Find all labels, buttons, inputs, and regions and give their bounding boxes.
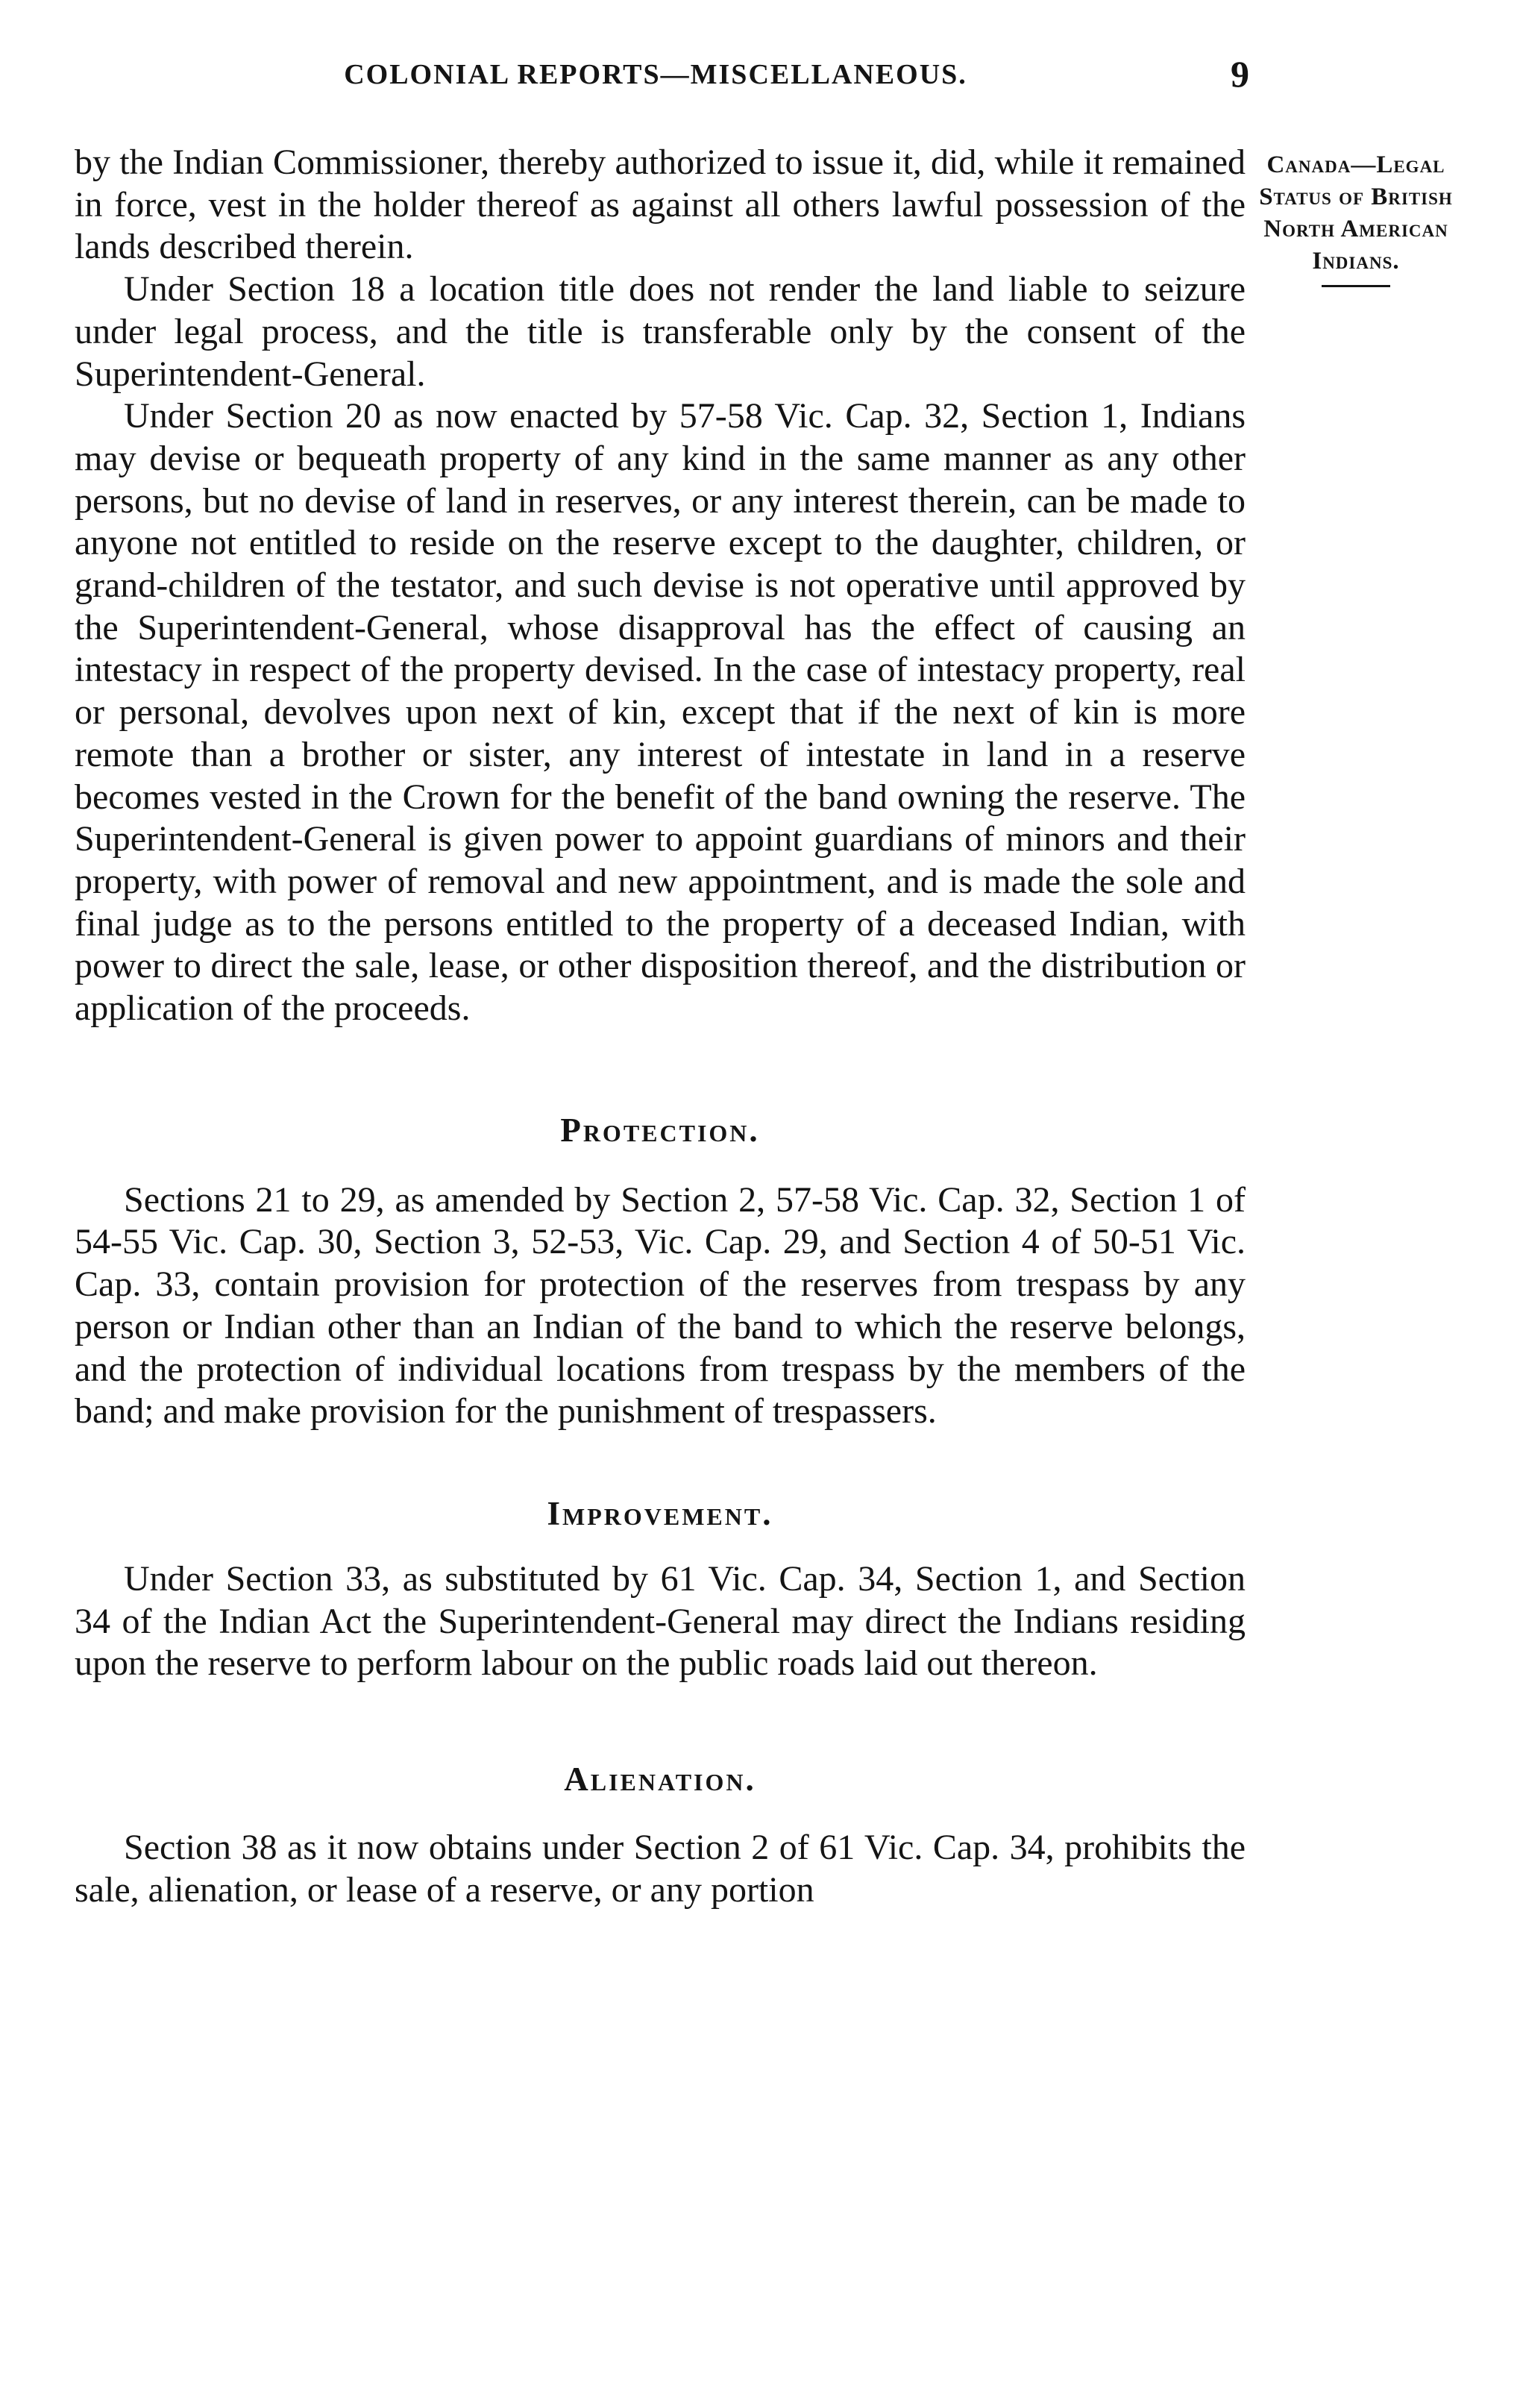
paragraph: Section 38 as it now obtains under Section 2 of 61 Vic. Cap. 34, prohibits the sale, alienation, or lease of a reserve, or any portion xyxy=(75,1828,1246,1910)
paragraph: Sections 21 to 29, as amended by Section 2, 57-58 Vic. Cap. 32, Section 1 of 54-55 Vic. Cap. 30, Section 3, 52-53, Vic. Cap. 29, and Section 4 of 50-51 Vic. Cap. 33, contain provision for protection of the reserves from trespass by any person or Indian other than an Indian of the band to which the reserve belongs, and the protection of individual locations from trespass by the members of the band; and make provision for the punishment of trespassers. xyxy=(75,1179,1246,1432)
section-heading-alienation: Alienation. xyxy=(564,1760,756,1799)
page-number: 9 xyxy=(1231,53,1249,95)
running-title: COLONIAL REPORTS—MISCELLANEOUS. xyxy=(344,59,967,90)
margin-note-rule xyxy=(1322,285,1390,287)
paragraph: Under Section 20 as now enacted by 57-58 Vic. Cap. 32, Section 1, Indians may devise or bequeath property of any kind in the same manner as any other persons, but no devise of land in reserves, or any interest therein, can be made to anyone not entitled to reside on the reserve except to the daughter, children, or grand-children of the testator, and such devise is not operative until approved by the Superintendent-General, whose disapproval has the effect of causing an intestacy in respect of the property devised. In the case of intestacy property, real or personal, devolves upon next of kin, except that if the next of kin is more remote than a brother or sister, any interest of intestate in land in a reserve becomes vested in the Crown for the benefit of the band owning the reserve. The Superintendent-General is given power to appoint guardians of minors and their property, with power of removal and new appointment, and is made the sole and final judge as to the persons entitled to the property of a deceased Indian, with power to direct the sale, lease, or other disposition thereof, and the distribution or application of the proceeds. xyxy=(75,396,1246,1029)
section-heading-protection: Protection. xyxy=(560,1111,760,1149)
body-text xyxy=(75,142,1246,1912)
paragraph: Under Section 33, as substituted by 61 Vic. Cap. 34, Section 1, and Section 34 of the Indian Act the Superintendent-General may direct the Indians residing upon the reserve to perform labour on the public roads laid out thereon. xyxy=(75,1558,1246,1684)
paragraph: Under Section 18 a location title does not render the land liable to seizure under legal process, and the title is transferable only by the consent of the Superintendent-General. xyxy=(75,269,1246,394)
margin-note xyxy=(1259,149,1453,287)
paragraph: by the Indian Commissioner, thereby authorized to issue it, did, while it remained in force, vest in the holder thereof as against all others lawful possession of the lands described therein. xyxy=(75,142,1246,267)
margin-note-text: Canada—Legal Status of British North American Indians. xyxy=(1259,151,1453,275)
section-heading-improvement: Improvement. xyxy=(547,1494,773,1532)
